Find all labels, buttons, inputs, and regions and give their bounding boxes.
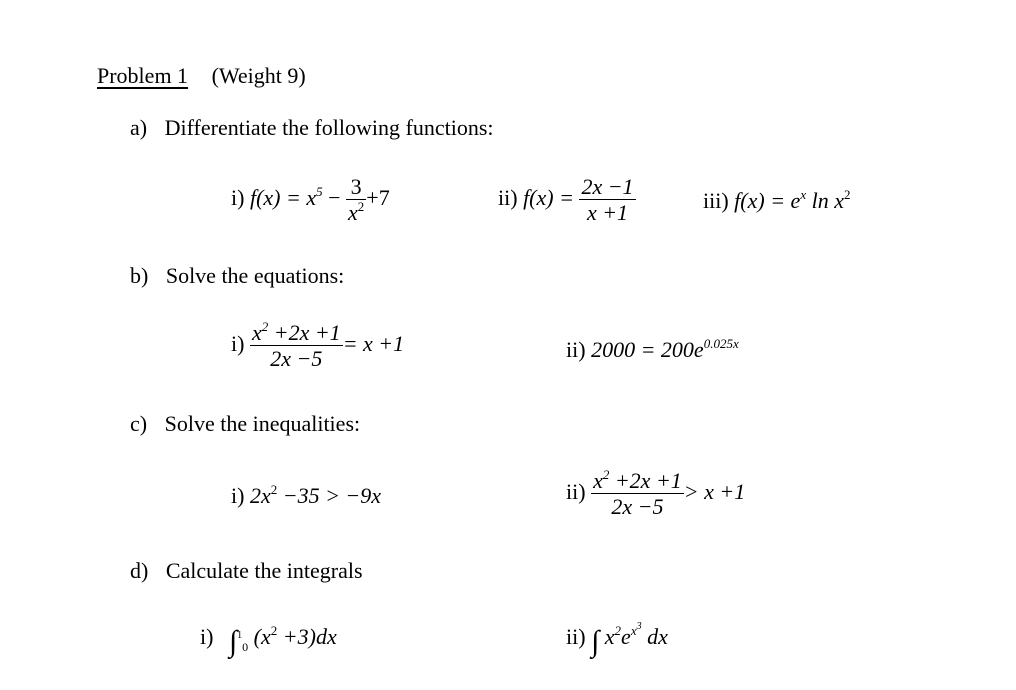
part-d-heading <box>130 560 363 582</box>
integral-sign: ∫ <box>591 625 600 658</box>
fraction-denominator: 2x −5 <box>270 346 323 372</box>
exponent: x <box>800 187 807 202</box>
part-c-item-i <box>231 482 382 508</box>
constant-term: +7 <box>366 184 390 210</box>
fraction-denominator: $x^2$ <box>348 199 365 226</box>
integrand-exponent: 2 <box>270 623 278 638</box>
item-label: iii) <box>703 188 729 213</box>
fraction <box>346 174 366 226</box>
part-a-heading <box>130 117 494 139</box>
problem-weight: (Weight 9) <box>211 63 306 88</box>
part-d-item-i <box>200 623 337 658</box>
part-b-item-ii <box>566 336 739 362</box>
integral-upper-limit: 1 <box>237 630 243 641</box>
item-label: ii) <box>566 624 586 649</box>
item-label: ii) <box>566 337 586 362</box>
part-d-instruction: Calculate the integrals <box>165 558 363 583</box>
part-d-label: d) <box>130 558 149 583</box>
integral-lower-limit: 0 <box>242 640 249 654</box>
exponent: 5 <box>316 183 323 199</box>
integrand-post: +3)dx <box>282 624 337 649</box>
part-c-item-ii <box>566 468 745 520</box>
inequality-rhs: > x +1 <box>683 478 746 504</box>
fraction-numerator: $x^2 +2x +1$ <box>251 319 341 345</box>
function-expression: f(x) = e <box>734 188 801 213</box>
part-a-instruction: Differentiate the following functions: <box>164 115 494 140</box>
item-label: i) <box>200 624 214 649</box>
problem-heading <box>97 65 306 87</box>
integral-sign: ∫ <box>228 625 238 658</box>
part-d-item-ii <box>566 621 668 658</box>
part-c-instruction: Solve the inequalities: <box>164 411 361 436</box>
inequality-post: −35 > −9x <box>282 483 382 508</box>
problem-title: Problem 1 <box>97 63 189 88</box>
fraction <box>250 320 343 372</box>
part-b-heading <box>130 265 344 287</box>
part-b-item-i <box>231 320 404 372</box>
fraction <box>591 468 684 520</box>
log-exponent: 2 <box>843 187 851 202</box>
log-term: ln x <box>811 188 844 213</box>
minus-sign: − <box>328 184 341 210</box>
inequality-pre: 2x <box>249 483 271 508</box>
item-label: i) <box>231 483 245 508</box>
fraction-numerator: 2x −1 <box>581 174 634 199</box>
fraction <box>579 174 635 226</box>
fraction-denominator: 2x −5 <box>611 494 664 520</box>
item-label: ii) <box>566 478 586 504</box>
function-lhs: f(x) = x <box>249 184 317 210</box>
part-a-item-i <box>231 174 390 226</box>
fraction-numerator: 3 <box>346 174 366 200</box>
part-b-label: b) <box>130 263 149 288</box>
item-label: i) <box>231 330 245 356</box>
part-a-item-iii <box>703 187 851 213</box>
function-lhs: f(x) = <box>523 184 574 210</box>
item-label: ii) <box>498 184 518 210</box>
part-c-label: c) <box>130 411 148 436</box>
fraction-numerator: $x^2 +2x +1$ <box>593 467 682 493</box>
part-a-label: a) <box>130 115 148 140</box>
part-a-item-ii <box>498 174 636 226</box>
integrand-pre: (x <box>253 624 271 649</box>
equation-expression: 2000 = 200e <box>591 337 704 362</box>
exponent: 2 <box>270 482 278 497</box>
fraction-denominator: x +1 <box>586 200 629 226</box>
equation-rhs: = x +1 <box>342 330 405 356</box>
exponent: 0.025x <box>703 336 739 351</box>
integrand: $x^2e^{x^3}$ dx <box>604 621 668 649</box>
part-b-instruction: Solve the equations: <box>165 263 345 288</box>
item-label: i) <box>231 184 245 210</box>
part-c-heading <box>130 413 360 435</box>
